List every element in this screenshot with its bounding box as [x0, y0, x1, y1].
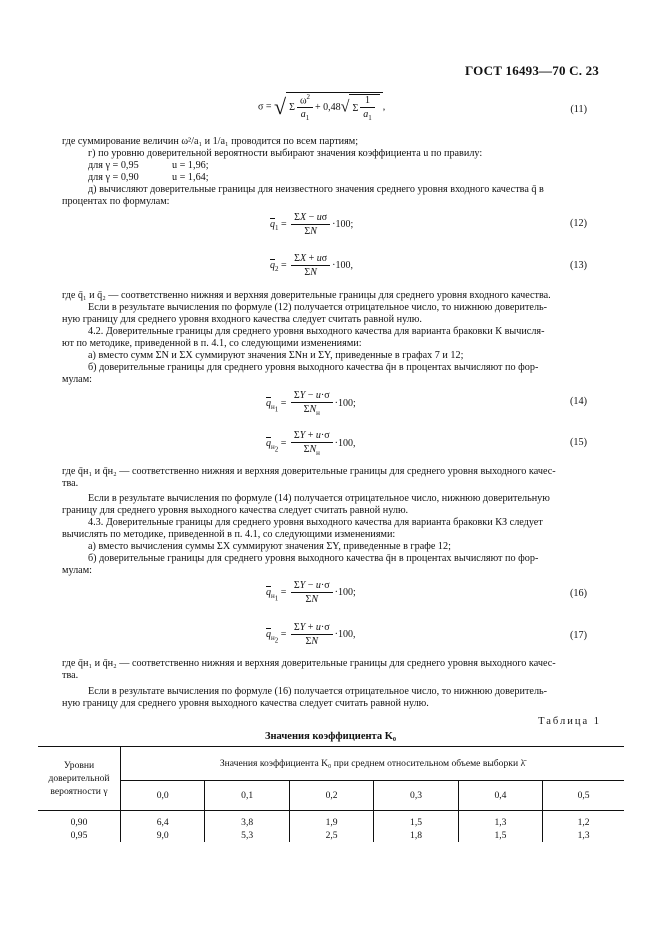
table-cell: 6,4 [121, 811, 205, 829]
paragraph-line: ную границу для среднего уровня выходного качества следует считать равной нулю. [62, 698, 429, 709]
paragraph-line: u = 1,64; [172, 172, 209, 183]
table-cell: 9,0 [121, 828, 205, 842]
table-column-header: 0,3 [374, 781, 458, 811]
table-row [38, 828, 624, 842]
formula-number: (12) [570, 218, 587, 229]
paragraph-line: для γ = 0,95 [88, 160, 139, 171]
paragraph-line: ют по методике, приведенной в п. 4.1, со следующими изменениями: [62, 338, 362, 349]
table-cell: 1,5 [458, 828, 542, 842]
table-cell: 1,9 [289, 811, 373, 829]
paragraph-line: вычислять по методике, приведенной в п. 4.1, со следующими изменениями: [62, 529, 396, 540]
paragraph-line: б) доверительные границы для среднего уровня выходного качества q̄н в процентах вычисляют по фор- [88, 553, 539, 564]
paragraph-line: процентах по формулам: [62, 196, 170, 207]
page-header: ГОСТ 16493—70 С. 23 [465, 63, 599, 78]
table-caption: Таблица 1 [538, 716, 601, 727]
formula-12: $\overline{q}_1$ = $\frac{\Sigma X - u\sigma}{\Sigma N}$ ·100; [270, 212, 354, 237]
formula-number: (16) [570, 588, 587, 599]
paragraph-line: тва. [62, 478, 79, 489]
table-row [38, 811, 624, 829]
table-column-group-header: Значения коэффициента K₀ при среднем относительном объеме выборки λ̄ [121, 747, 625, 781]
table-column-header: 0,5 [543, 781, 624, 811]
table-column-header: 0,0 [121, 781, 205, 811]
formula-17: $\overline{q}_{н_2}$ = $\frac{\Sigma Y + u\cdot\sigma}{\Sigma N}$ ·100, [266, 622, 356, 647]
table-cell: 0,90 [70, 817, 88, 828]
table-cell: 1,8 [374, 828, 458, 842]
table-column-header: 0,4 [458, 781, 542, 811]
paragraph-line: где q̄н₁ и q̄н₂ — соответственно нижняя и верхняя доверительные границы для среднего уровня выходного качес- [62, 466, 556, 477]
paragraph-line: 4.2. Доверительные границы для среднего уровня выходного качества для варианта браковки К вычисля- [88, 326, 545, 337]
table-cell: 0,95 [70, 829, 88, 841]
table-title: Значения коэффициента K₀ [264, 731, 397, 742]
paragraph-line: u = 1,96; [172, 160, 209, 171]
paragraph-line: где суммирование величин ω²/a₁ и 1/a₁ проводится по всем партиям; [62, 136, 359, 147]
table-row-header: Уровни доверительной вероятности γ [38, 747, 121, 811]
formula-11: σ = √ Σ $\frac{\omega^2}{a_1}$ + 0,48√ Σ $\frac{1}{a_1}$ , [258, 93, 386, 123]
table-cell: 1,5 [374, 811, 458, 829]
table-column-header: 0,2 [289, 781, 373, 811]
paragraph-line: а) вместо вычисления суммы ΣX суммируют значения ΣY, приведенные в графе 12; [88, 541, 451, 552]
paragraph-line: а) вместо сумм ΣN и ΣX суммируют значения ΣNн и ΣY, приведенные в графах 7 и 12; [88, 350, 464, 361]
paragraph-line: где q̄₁ и q̄₂ — соответственно нижняя и верхняя доверительные границы для среднего уровня входного качества. [62, 290, 551, 301]
paragraph-line: где q̄н₁ и q̄н₂ — соответственно нижняя и верхняя доверительные границы для среднего уровня выходного качес- [62, 658, 556, 669]
formula-number: (13) [570, 260, 587, 271]
table-cell: 1,3 [543, 828, 624, 842]
formula-13: $\overline{q}_2$ = $\frac{\Sigma X + u\sigma}{\Sigma N}$ ·100, [270, 253, 353, 278]
paragraph-line: для γ = 0,90 [88, 172, 139, 183]
paragraph-line: г) по уровню доверительной вероятности выбирают значения коэффициента u по правилу: [88, 148, 483, 159]
coefficient-table [38, 746, 624, 842]
formula-number: (17) [570, 630, 587, 641]
paragraph-line: Если в результате вычисления по формуле (12) получается отрицательное число, то нижнюю доверитель- [88, 302, 548, 313]
table-cell: 1,2 [543, 811, 624, 829]
table-cell: 3,8 [205, 811, 289, 829]
paragraph-line: 4.3. Доверительные границы для среднего уровня выходного качества для варианта браковки КЗ следует [88, 517, 543, 528]
paragraph-line: мулам: [62, 374, 92, 385]
formula-number: (11) [570, 104, 587, 115]
paragraph-line: границу для среднего уровня выходного качества следует считать равной нулю. [62, 505, 409, 516]
table-cell: 1,3 [458, 811, 542, 829]
paragraph-line: Если в результате вычисления по формуле (14) получается отрицательное число, нижнюю доверительную [88, 493, 550, 504]
paragraph-line: тва. [62, 670, 79, 681]
formula-number: (15) [570, 437, 587, 448]
table-column-header: 0,1 [205, 781, 289, 811]
paragraph-line: мулам: [62, 565, 92, 576]
formula-14: $\overline{q}_{н_1}$ = $\frac{\Sigma Y - u\cdot\sigma}{\Sigma N_н}$ ·100; [266, 390, 356, 417]
paragraph-line: д) вычисляют доверительные границы для неизвестного значения среднего уровня входного качества q̄ в [88, 184, 544, 195]
formula-number: (14) [570, 396, 587, 407]
paragraph-line: Если в результате вычисления по формуле (16) получается отрицательное число, то нижнюю доверитель- [88, 686, 548, 697]
paragraph-line: ную границу для среднего уровня входного качества следует считать равной нулю. [62, 314, 422, 325]
table-cell: 2,5 [289, 828, 373, 842]
formula-16: $\overline{q}_{н_1}$ = $\frac{\Sigma Y - u\cdot\sigma}{\Sigma N}$ ·100; [266, 580, 356, 605]
paragraph-line: б) доверительные границы для среднего уровня выходного качества q̄н в процентах вычисляют по фор- [88, 362, 539, 373]
table-cell: 5,3 [205, 828, 289, 842]
formula-15: $\overline{q}_{н_2}$ = $\frac{\Sigma Y + u\cdot\sigma}{\Sigma N_н}$ ·100, [266, 430, 356, 457]
